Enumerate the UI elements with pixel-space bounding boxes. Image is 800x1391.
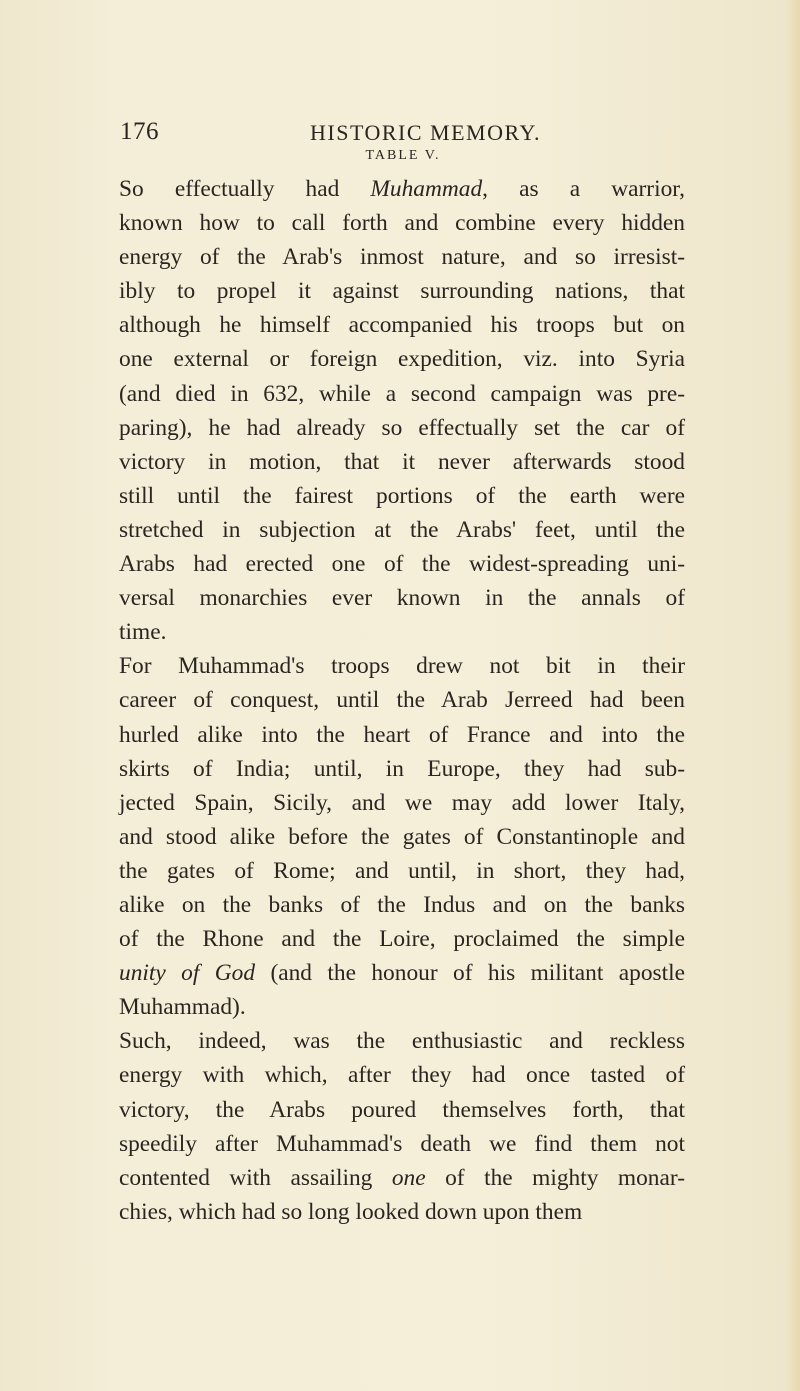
italic-text: one — [391, 1164, 426, 1191]
text-segment: (and the honour of his militant apostle — [255, 960, 686, 987]
text-segment: stretched in subjection at the Arabs' feet, until the — [119, 516, 685, 543]
text-line — [119, 308, 685, 342]
text-segment: victory in motion, that it never afterwards stood — [119, 448, 685, 475]
text-segment: skirts of India; until, in Europe, they had sub- — [119, 755, 685, 782]
italic-text: Muhammad — [370, 176, 483, 202]
text-line — [119, 990, 685, 1024]
text-segment: and stood alike before the gates of Constantinople and — [119, 823, 685, 850]
text-line — [119, 649, 685, 683]
text-line — [119, 172, 685, 206]
text-line — [119, 820, 685, 854]
text-segment: one external or foreign expedition, viz. into Syria — [119, 346, 685, 373]
text-segment: Muhammad). — [119, 994, 246, 1021]
text-segment: career of conquest, until the Arab Jerreed had been — [119, 687, 685, 714]
text-segment: although he himself accompanied his troops but on — [119, 312, 685, 339]
text-line — [119, 854, 685, 888]
text-segment: energy of the Arab's inmost nature, and so irresist- — [119, 244, 685, 271]
text-segment: of the mighty monar- — [425, 1164, 685, 1191]
text-segment: hurled alike into the heart of France and into the — [119, 721, 685, 748]
text-line — [119, 752, 685, 786]
body-text — [119, 172, 685, 1229]
text-line — [119, 683, 685, 717]
text-segment: jected Spain, Sicily, and we may add lower Italy, — [119, 789, 685, 816]
text-segment: (and died in 632, while a second campaign was pre- — [119, 380, 685, 407]
text-segment: For Muhammad's troops drew not bit in their — [119, 653, 685, 680]
text-segment: the gates of Rome; and until, in short, they had, — [119, 857, 685, 884]
text-line — [119, 1058, 685, 1092]
text-line — [119, 547, 685, 581]
text-line — [119, 1127, 685, 1161]
text-segment: of the Rhone and the Loire, proclaimed the simple — [119, 926, 685, 953]
text-line — [119, 479, 685, 513]
running-head: HISTORIC MEMORY. — [310, 120, 542, 145]
text-line — [119, 342, 685, 376]
text-line — [119, 888, 685, 922]
page-edge-shadow — [786, 0, 800, 1391]
text-segment: still until the fairest portions of the earth were — [119, 482, 685, 509]
text-line — [119, 1093, 685, 1127]
text-line — [119, 615, 685, 649]
text-line — [119, 411, 685, 445]
text-segment: energy with which, after they had once tasted of — [119, 1062, 685, 1089]
text-segment: speedily after Muhammad's death we find them not — [119, 1130, 685, 1157]
page-number: 176 — [120, 118, 159, 145]
text-line — [119, 240, 685, 274]
text-segment: versal monarchies ever known in the annals of — [119, 585, 685, 612]
table-label: TABLE V. — [365, 148, 441, 163]
text-segment: alike on the banks of the Indus and on the banks — [119, 891, 685, 918]
text-segment: contented with assailing — [119, 1164, 392, 1191]
text-line — [119, 786, 685, 820]
text-segment: Arabs had erected one of the widest-spreading uni- — [119, 551, 685, 578]
text-segment: ibly to propel it against surrounding nations, that — [119, 278, 685, 305]
text-segment: So effectually had — [119, 176, 371, 202]
text-segment: victory, the Arabs poured themselves forth, that — [119, 1096, 685, 1123]
text-line — [119, 956, 685, 990]
text-line — [119, 718, 685, 752]
text-line — [119, 1195, 685, 1229]
text-line — [119, 581, 685, 615]
text-segment: , as a warrior, — [482, 176, 685, 202]
text-line — [119, 206, 685, 240]
text-segment: Such, indeed, was the enthusiastic and reckless — [119, 1028, 685, 1055]
text-line — [119, 274, 685, 308]
page-header — [120, 118, 710, 150]
italic-text: unity of God — [119, 960, 256, 987]
text-line — [119, 1161, 685, 1195]
text-segment: time. — [119, 619, 167, 646]
text-line — [119, 513, 685, 547]
text-segment: chies, which had so long looked down upon them — [119, 1198, 583, 1225]
text-line — [119, 445, 685, 479]
text-segment: paring), he had already so effectually set the car of — [119, 414, 685, 441]
text-line — [119, 377, 685, 411]
text-segment: known how to call forth and combine every hidden — [119, 210, 685, 237]
text-line — [119, 1024, 685, 1058]
text-line — [119, 922, 685, 956]
